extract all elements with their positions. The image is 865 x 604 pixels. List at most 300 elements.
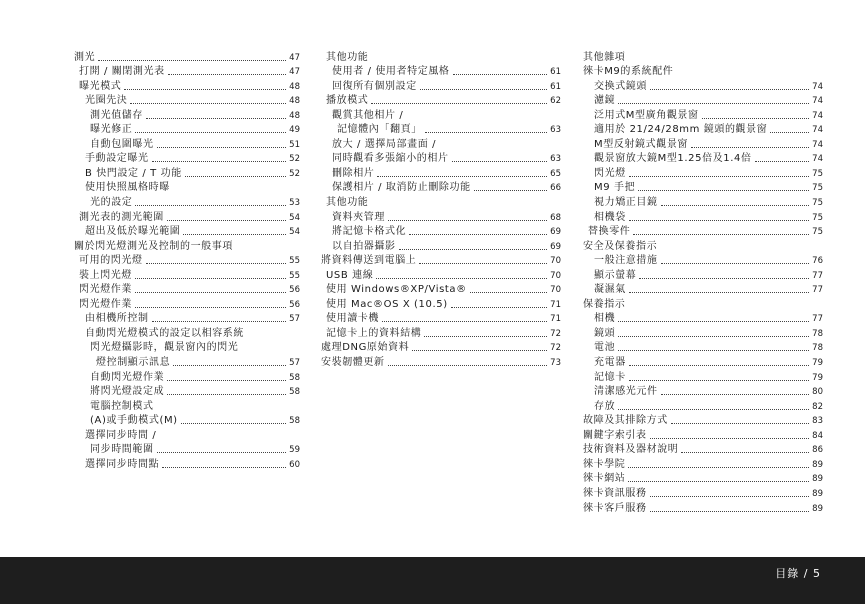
toc-entry-page: 59 [289, 445, 300, 456]
toc-entry-title: 充電器 [594, 357, 626, 369]
toc-entry [74, 311, 300, 326]
toc-entry [74, 325, 300, 340]
toc-entry-title: 將記憶卡格式化 [332, 226, 407, 238]
toc-entry [583, 311, 823, 326]
toc-entry-title: 其他雜項 [583, 51, 626, 63]
leader-dots [618, 103, 809, 104]
toc-entry-title: 閃光燈作業 [79, 284, 132, 296]
leader-dots [382, 321, 547, 322]
leader-dots [181, 423, 286, 424]
toc-entry-page: 51 [289, 139, 300, 150]
leader-dots [388, 220, 547, 221]
toc-entry [583, 442, 823, 457]
toc-entry [74, 427, 300, 442]
toc-entry [583, 253, 823, 268]
toc-entry [583, 340, 823, 355]
toc-entry-title: 交換式鏡頭 [594, 80, 647, 92]
toc-entry-title: 播放模式 [326, 95, 369, 107]
leader-dots [451, 307, 547, 308]
toc-entry-title: 刪除相片 [332, 167, 375, 179]
leader-dots [135, 278, 286, 279]
leader-dots [173, 365, 286, 366]
toc-entry-title: 記憶卡上的資料結構 [326, 327, 422, 339]
toc-entry [583, 456, 823, 471]
toc-entry-page: 56 [289, 285, 300, 296]
leader-dots [671, 423, 809, 424]
toc-entry-title: 資料夾管理 [332, 211, 385, 223]
toc-entry-title: 將資料傳送到電腦上 [321, 255, 417, 267]
toc-entry-title: 顯示螢幕 [594, 269, 637, 281]
toc-entry-page: 48 [289, 110, 300, 121]
leader-dots [135, 292, 286, 293]
leader-dots [628, 481, 809, 482]
leader-dots [638, 190, 809, 191]
toc-entry [74, 209, 300, 224]
toc-entry-title: 徠卡客戶服務 [583, 502, 647, 514]
toc-entry-page: 61 [550, 67, 561, 78]
toc-entry [74, 267, 300, 282]
toc-entry [583, 136, 823, 151]
leader-dots [661, 394, 810, 395]
toc-entry-title: 以自拍器攝影 [332, 240, 396, 252]
toc-entry-page: 76 [812, 256, 823, 267]
leader-dots [618, 336, 809, 337]
toc-entry [74, 107, 300, 122]
leader-dots [650, 496, 810, 497]
toc-entry-title: 使用 Mac®OS X (10.5) [326, 298, 448, 310]
toc-entry-title: 鏡頭 [594, 327, 616, 339]
toc-column-3 [583, 49, 823, 515]
toc-entry-title: 電腦控制模式 [90, 400, 154, 412]
toc-entry-page: 68 [550, 212, 561, 223]
toc-column-2 [321, 49, 561, 369]
leader-dots [371, 103, 547, 104]
toc-entry-title: 曝光修正 [90, 124, 133, 136]
toc-entry-title: 故障及其排除方式 [583, 415, 668, 427]
toc-entry [583, 471, 823, 486]
leader-dots [420, 89, 547, 90]
toc-entry-page: 48 [289, 81, 300, 92]
leader-dots [618, 350, 809, 351]
leader-dots [770, 132, 809, 133]
toc-entry-title: 將閃光燈設定成 [90, 386, 165, 398]
toc-entry-title: 裝上閃光燈 [79, 269, 132, 281]
toc-entry-title: 光圈先決 [85, 95, 128, 107]
toc-entry-title: 閃光燈攝影時，觀景窗內的閃光 [90, 342, 239, 354]
toc-entry [321, 354, 561, 369]
toc-entry [583, 500, 823, 515]
toc-entry [74, 413, 300, 428]
toc-entry-title: 打開 / 關閉測光表 [79, 66, 165, 78]
toc-entry [74, 456, 300, 471]
leader-dots [681, 452, 809, 453]
toc-entry-title: 由相機所控制 [85, 313, 149, 325]
toc-entry-title: 記憶體內「翻頁」 [337, 124, 422, 136]
toc-entry-title: 回復所有個別設定 [332, 80, 417, 92]
toc-entry-title: 測光 [74, 51, 96, 63]
toc-entry [321, 107, 561, 122]
toc-entry [321, 340, 561, 355]
toc-entry-title: B 快門設定 / T 功能 [85, 167, 182, 179]
toc-entry-page: 79 [812, 358, 823, 369]
toc-entry [74, 296, 300, 311]
toc-entry-title: 凝濕氣 [594, 284, 626, 296]
leader-dots [167, 394, 286, 395]
toc-entry [583, 209, 823, 224]
toc-entry [583, 151, 823, 166]
toc-entry [74, 224, 300, 239]
leader-dots [376, 278, 547, 279]
toc-entry-title: M型反射鏡式觀景窗 [594, 138, 689, 150]
toc-entry-page: 75 [812, 168, 823, 179]
toc-entry-page: 77 [812, 285, 823, 296]
toc-entry [321, 224, 561, 239]
toc-entry-title: 同時觀看多張縮小的相片 [332, 153, 449, 165]
leader-dots [661, 205, 810, 206]
toc-entry-title: 測光表的測光範圍 [79, 211, 164, 223]
toc-entry-page: 52 [289, 168, 300, 179]
toc-entry [583, 78, 823, 93]
toc-entry-title: 使用快照風格時曝 [85, 182, 170, 194]
leader-dots [474, 190, 547, 191]
toc-entry-page: 53 [289, 198, 300, 209]
toc-entry-title: 選擇同步時間 / [85, 429, 157, 441]
toc-entry [583, 107, 823, 122]
toc-entry [321, 78, 561, 93]
toc-entry-page: 49 [289, 125, 300, 136]
toc-entry-page: 61 [550, 81, 561, 92]
toc-entry-page: 52 [289, 154, 300, 165]
toc-entry-title: 手動設定曝光 [85, 153, 149, 165]
toc-entry [321, 151, 561, 166]
toc-entry-page: 74 [812, 81, 823, 92]
toc-entry-page: 78 [812, 343, 823, 354]
toc-entry-page: 54 [289, 212, 300, 223]
leader-dots [167, 220, 286, 221]
toc-entry [74, 369, 300, 384]
toc-entry-title: 存放 [594, 400, 616, 412]
toc-entry-page: 75 [812, 227, 823, 238]
leader-dots [650, 511, 810, 512]
toc-entry [583, 369, 823, 384]
leader-dots [628, 467, 809, 468]
footer-bar [0, 557, 865, 604]
leader-dots [453, 74, 548, 75]
toc-entry-title: 關於閃光燈測光及控制的一般事項 [74, 240, 233, 252]
toc-entry [74, 282, 300, 297]
leader-dots [409, 234, 547, 235]
toc-entry-page: 73 [550, 358, 561, 369]
toc-entry-page: 72 [550, 343, 561, 354]
toc-entry [583, 282, 823, 297]
toc-entry-page: 60 [289, 459, 300, 470]
leader-dots [691, 147, 809, 148]
toc-entry-title: 燈控制顯示訊息 [96, 357, 171, 369]
toc-entry-title: 使用者 / 使用者特定風格 [332, 66, 450, 78]
toc-entry [321, 194, 561, 209]
toc-entry-title: 相機 [594, 313, 616, 325]
toc-entry-title: M9 手把 [594, 182, 636, 194]
toc-entry-title: 測光值儲存 [90, 109, 143, 121]
toc-entry-page: 74 [812, 154, 823, 165]
toc-entry-page: 58 [289, 416, 300, 427]
toc-entry-page: 74 [812, 96, 823, 107]
leader-dots [157, 147, 287, 148]
leader-dots [167, 380, 286, 381]
toc-entry [583, 180, 823, 195]
leader-dots [629, 292, 809, 293]
toc-entry [321, 165, 561, 180]
leader-dots [452, 161, 548, 162]
toc-entry-page: 86 [812, 445, 823, 456]
leader-dots [618, 321, 809, 322]
toc-entry [74, 49, 300, 64]
toc-entry-title: 安裝韌體更新 [321, 357, 385, 369]
toc-entry-title: 電池 [594, 342, 616, 354]
toc-entry-title: USB 連線 [326, 269, 374, 281]
toc-entry [583, 122, 823, 137]
toc-entry-title: 處理DNG原始資料 [321, 342, 410, 354]
page-footer-label: 目錄 / 5 [775, 567, 821, 580]
toc-entry-page: 84 [812, 430, 823, 441]
toc-entry [583, 194, 823, 209]
leader-dots [470, 292, 547, 293]
leader-dots [146, 118, 286, 119]
toc-entry [321, 253, 561, 268]
leader-dots [183, 234, 286, 235]
toc-entry-page: 63 [550, 125, 561, 136]
toc-entry-page: 69 [550, 227, 561, 238]
toc-entry-title: 關鍵字索引表 [583, 429, 647, 441]
toc-entry [583, 325, 823, 340]
toc-entry [74, 122, 300, 137]
toc-entry-page: 75 [812, 212, 823, 223]
toc-entry [583, 384, 823, 399]
toc-entry [321, 93, 561, 108]
toc-entry-page: 83 [812, 416, 823, 427]
toc-entry-title: 同步時間範圍 [90, 444, 154, 456]
leader-dots [399, 249, 548, 250]
toc-entry [321, 311, 561, 326]
toc-entry-page: 57 [289, 314, 300, 325]
toc-entry-page: 75 [812, 198, 823, 209]
leader-dots [146, 263, 287, 264]
toc-entry [74, 165, 300, 180]
leader-dots [185, 176, 286, 177]
leader-dots [135, 205, 286, 206]
toc-entry [74, 78, 300, 93]
toc-entry [583, 49, 823, 64]
toc-entry-title: 自動包圍曝光 [90, 138, 154, 150]
toc-entry-title: 自動閃光燈作業 [90, 371, 165, 383]
toc-entry [583, 485, 823, 500]
toc-entry-page: 63 [550, 154, 561, 165]
toc-entry [74, 180, 300, 195]
toc-entry-title: 適用於 21/24/28mm 鏡頭的觀景窗 [594, 124, 768, 136]
leader-dots [633, 234, 809, 235]
toc-entry-page: 74 [812, 110, 823, 121]
toc-entry-page: 56 [289, 299, 300, 310]
toc-entry-page: 65 [550, 168, 561, 179]
toc-entry [583, 93, 823, 108]
toc-entry-page: 82 [812, 401, 823, 412]
toc-entry-page: 77 [812, 270, 823, 281]
leader-dots [639, 278, 809, 279]
toc-entry-page: 74 [812, 125, 823, 136]
toc-entry-title: 徠卡資訊服務 [583, 487, 647, 499]
toc-entry-page: 70 [550, 270, 561, 281]
toc-entry-title: 自動閃光燈模式的設定以相容系統 [85, 327, 244, 339]
toc-entry-page: 79 [812, 372, 823, 383]
toc-entry-title: 使用 Windows®XP/Vista® [326, 284, 467, 296]
leader-dots [135, 132, 286, 133]
toc-entry-page: 47 [289, 67, 300, 78]
toc-entry-title: 觀賞其他相片 / [332, 109, 404, 121]
toc-entry [321, 325, 561, 340]
leader-dots [650, 89, 809, 90]
toc-entry-title: 觀景窗放大鏡M型1.25倍及1.4倍 [594, 153, 752, 165]
toc-column-1 [74, 49, 300, 471]
leader-dots [135, 307, 286, 308]
toc-entry-title: 一般注意措施 [594, 255, 658, 267]
toc-entry-page: 70 [550, 256, 561, 267]
toc-entry-title: 可用的閃光燈 [79, 255, 143, 267]
toc-entry-title: 光的設定 [90, 197, 133, 209]
toc-entry-title: 保養指示 [583, 298, 626, 310]
leader-dots [130, 103, 286, 104]
toc-entry-title: 濾鏡 [594, 95, 616, 107]
toc-entry-title: 使用讀卡機 [326, 313, 379, 325]
toc-entry [321, 238, 561, 253]
toc-entry [583, 398, 823, 413]
toc-entry-page: 47 [289, 52, 300, 63]
toc-entry [583, 413, 823, 428]
toc-entry [321, 180, 561, 195]
toc-entry [74, 340, 300, 355]
toc-entry-page: 58 [289, 387, 300, 398]
toc-entry-title: 超出及低於曝光範圍 [85, 226, 181, 238]
leader-dots [152, 161, 287, 162]
toc-entry-title: 徠卡M9的系統配件 [583, 66, 674, 78]
leader-dots [618, 409, 809, 410]
toc-entry-title: 泛用式M型廣角觀景窗 [594, 109, 699, 121]
toc-entry [74, 136, 300, 151]
toc-entry [321, 296, 561, 311]
leader-dots [124, 89, 286, 90]
toc-entry-page: 55 [289, 256, 300, 267]
toc-entry-page: 89 [812, 488, 823, 499]
leader-dots [152, 321, 287, 322]
toc-entry [74, 238, 300, 253]
toc-entry-title: 視力矯正目鏡 [594, 197, 658, 209]
toc-entry [74, 64, 300, 79]
toc-entry-title: 徠卡網站 [583, 473, 626, 485]
toc-entry-title: 替換零件 [588, 226, 631, 238]
leader-dots [157, 452, 287, 453]
toc-entry-title: 技術資料及器材說明 [583, 444, 679, 456]
leader-dots [629, 380, 809, 381]
toc-entry-page: 66 [550, 183, 561, 194]
leader-dots [661, 263, 810, 264]
toc-entry-title: 其他功能 [326, 197, 369, 209]
toc-entry [321, 209, 561, 224]
toc-entry [583, 224, 823, 239]
toc-entry-title: 選擇同步時間點 [85, 458, 160, 470]
toc-entry-title: 相機袋 [594, 211, 626, 223]
toc-entry [583, 267, 823, 282]
leader-dots [388, 365, 548, 366]
leader-dots [755, 161, 810, 162]
toc-entry-title: 記憶卡 [594, 371, 626, 383]
toc-entry [74, 253, 300, 268]
toc-entry [74, 93, 300, 108]
toc-entry-title: 曝光模式 [79, 80, 122, 92]
leader-dots [424, 336, 547, 337]
toc-entry [321, 136, 561, 151]
toc-entry-page: 80 [812, 387, 823, 398]
leader-dots [168, 74, 286, 75]
toc-entry [74, 384, 300, 399]
toc-entry [74, 151, 300, 166]
toc-entry-page: 77 [812, 314, 823, 325]
toc-entry [321, 267, 561, 282]
toc-entry [583, 296, 823, 311]
toc-entry [583, 238, 823, 253]
leader-dots [377, 176, 547, 177]
toc-entry [583, 64, 823, 79]
leader-dots [425, 132, 547, 133]
leader-dots [162, 467, 286, 468]
toc-entry-page: 75 [812, 183, 823, 194]
leader-dots [629, 365, 809, 366]
toc-entry-title: 清潔感光元件 [594, 386, 658, 398]
toc-entry-title: (A)或手動模式(M) [90, 415, 178, 427]
toc-entry-title: 閃光燈作業 [79, 298, 132, 310]
toc-entry-page: 57 [289, 358, 300, 369]
toc-entry [321, 282, 561, 297]
toc-entry-page: 54 [289, 227, 300, 238]
toc-entry-page: 48 [289, 96, 300, 107]
leader-dots [629, 176, 809, 177]
leader-dots [629, 220, 809, 221]
toc-entry [74, 398, 300, 413]
toc-entry-title: 其他功能 [326, 51, 369, 63]
toc-entry-page: 74 [812, 139, 823, 150]
toc-entry-page: 71 [550, 314, 561, 325]
toc-entry [321, 49, 561, 64]
toc-entry-page: 71 [550, 299, 561, 310]
toc-entry [321, 122, 561, 137]
toc-entry-title: 閃光燈 [594, 167, 626, 179]
toc-entry-page: 89 [812, 474, 823, 485]
toc-entry-title: 保護相片 / 取消防止刪除功能 [332, 182, 471, 194]
toc-entry [583, 165, 823, 180]
leader-dots [650, 438, 810, 439]
toc-entry-page: 69 [550, 241, 561, 252]
toc-entry-page: 78 [812, 328, 823, 339]
toc-entry-page: 62 [550, 96, 561, 107]
toc-entry-page: 58 [289, 372, 300, 383]
toc-entry-page: 70 [550, 285, 561, 296]
toc-entry-title: 安全及保養指示 [583, 240, 658, 252]
toc-entry-page: 89 [812, 503, 823, 514]
leader-dots [419, 263, 547, 264]
toc-entry-title: 徠卡學院 [583, 458, 626, 470]
leader-dots [702, 118, 810, 119]
toc-entry [583, 427, 823, 442]
toc-entry [74, 354, 300, 369]
toc-entry [74, 442, 300, 457]
